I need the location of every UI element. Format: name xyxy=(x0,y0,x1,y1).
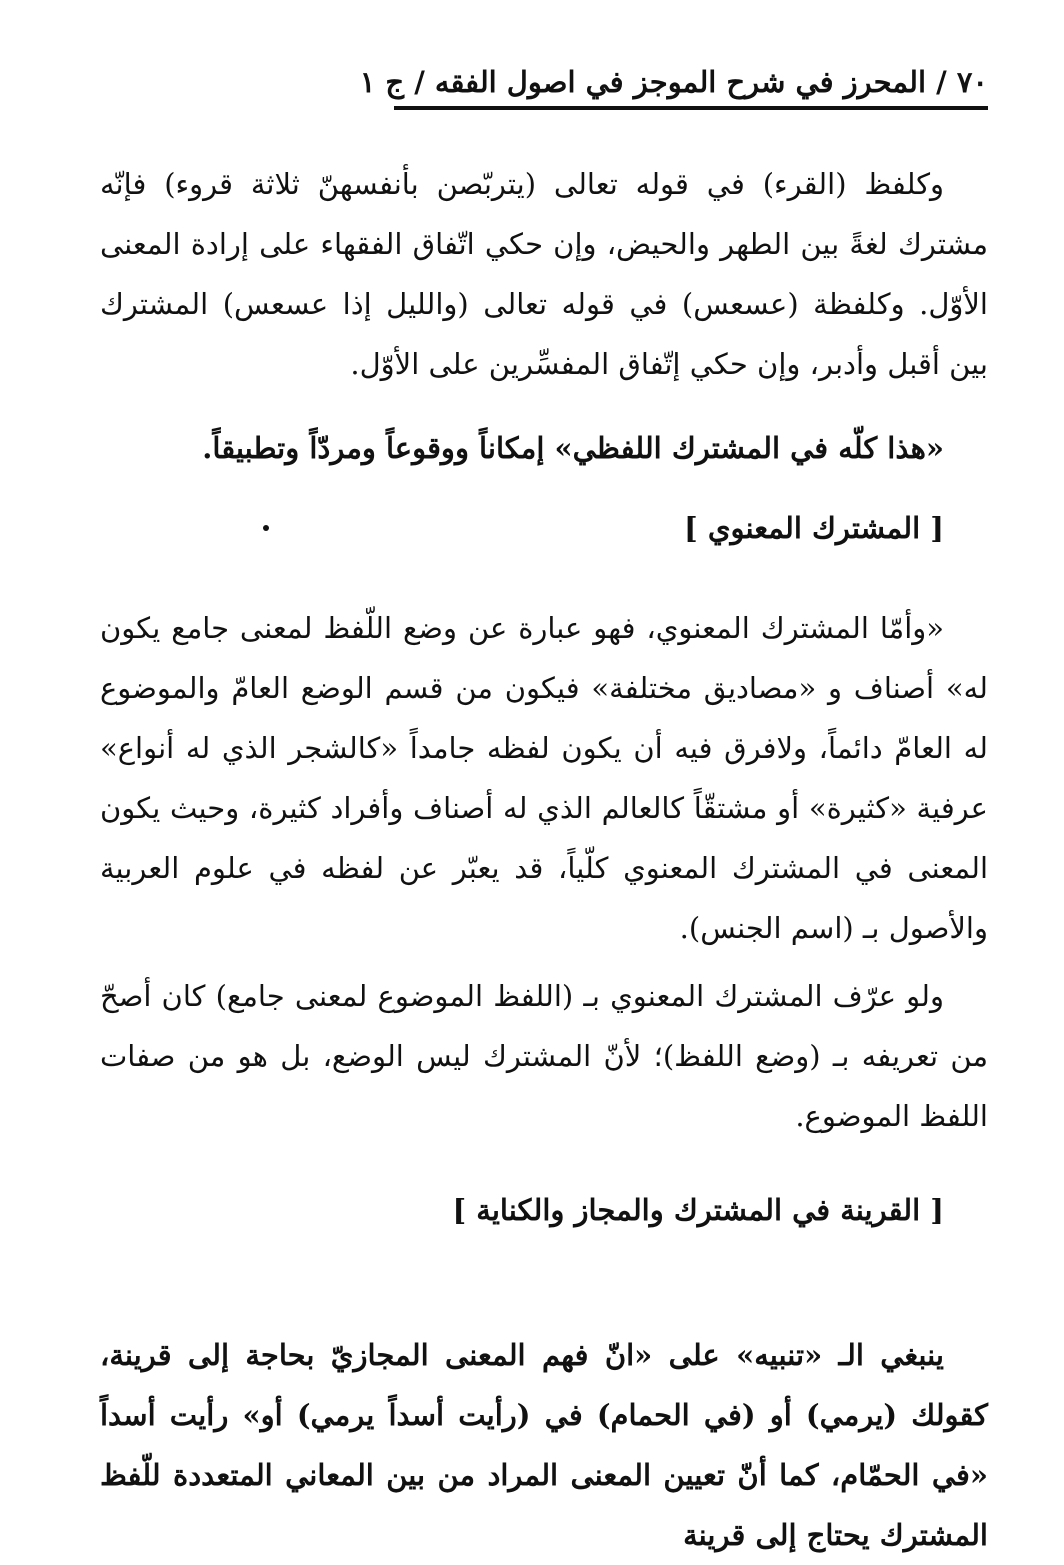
paragraph-qarina-note: ينبغي الـ «تنبيه» على «انّ فهم المعنى المجازيّ بحاجة إلى قرينة، كقولك (يرمي) أو (في الحمام) في (رأيت أسداً يرمي) أو» رأيت أسداً «في الحمّام، كما أنّ تعيين المعنى المراد من بين المعاني المتعددة للّفظ المشترك يحتاج إلى قرينة xyxy=(100,1338,988,1552)
paragraph-definition-remark: ولو عرّف المشترك المعنوي بـ (اللفظ الموضوع لمعنى جامع) كان أصحّ من تعريفه بـ (وضع اللفظ)؛ لأنّ المشترك ليس الوضع، بل هو من صفات اللفظ الموضوع. xyxy=(100,979,988,1133)
paragraph-manawi-definition: «وأمّا المشترك المعنوي، فهو عبارة عن وضع اللّفظ لمعنى جامع يكون له» أصناف و «مصاديق مختلفة» فيكون من قسم الوضع العامّ والموضوع له العامّ دائماً، ولافرق فيه أن يكون لفظه جامداً «كالشجر الذي له أنواع» عرفية «كثيرة» أو مشتقّاً كالعالم الذي له أصناف وأفراد كثيرة، وحيث يكون المعنى في المشترك المعنوي كلّياً، قد يعبّر عن لفظه في علوم العربية والأصول بـ (اسم الجنس). xyxy=(100,611,988,945)
section-heading-qarina: [ القرينة في المشترك والمجاز والكناية ] xyxy=(452,1193,944,1227)
header-rule xyxy=(394,106,988,110)
section-heading-manawi: [ المشترك المعنوي ] xyxy=(684,511,944,545)
running-header: ٧٠ / المحرز في شرح الموجز في اصول الفقه / ج ١ xyxy=(359,65,988,99)
paragraph-qur-example: وكلفظ (القرء) في قوله تعالى (يتربّصن بأنفسهنّ ثلاثة قروء) فإنّه مشترك لغةً بين الطهر والحيض، وإن حكي اتّفاق الفقهاء على إرادة المعنى الأوّل. وكلفظة (عسعس) في قوله تعالى (والليل إذا عسعس) المشترك بين أقبل وأدبر، وإن حكي إتّفاق المفسِّرين على الأوّل. xyxy=(100,167,988,381)
paragraph-lafzi-summary: «هذا كلّه في المشترك اللفظي» إمكاناً ووقوعاً ومردّاً وتطبيقاً. xyxy=(202,431,944,465)
stray-dot-mark xyxy=(263,525,269,531)
